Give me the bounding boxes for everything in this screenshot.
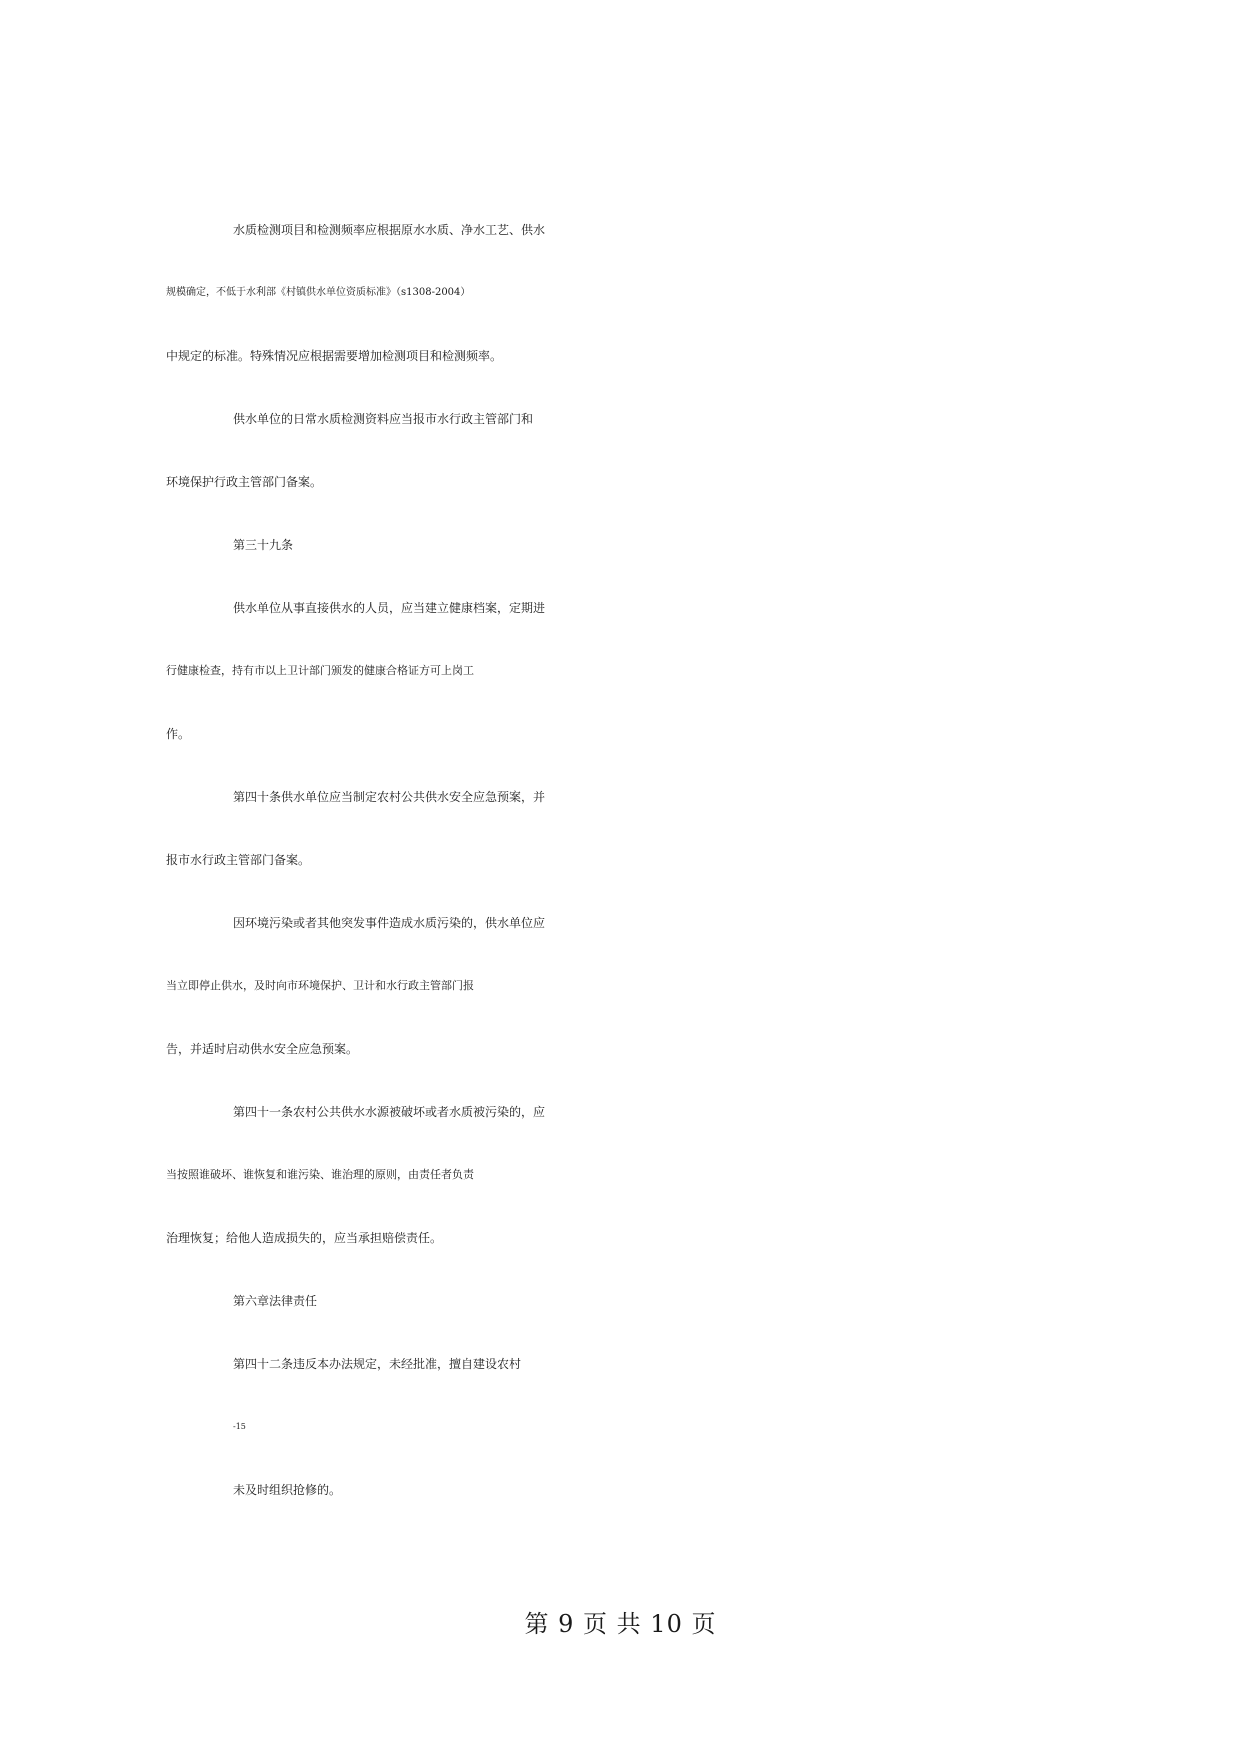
text-line: 告，并适时启动供水安全应急预案。 — [166, 1042, 359, 1056]
text-line: 行健康检查，持有市以上卫计部门颁发的健康合格证方可上岗工 — [166, 664, 474, 677]
text-line: 作。 — [166, 727, 191, 741]
text-line: 当按照谁破坏、谁恢复和谁污染、谁治理的原则，由责任者负责 — [166, 1168, 474, 1181]
text-line: 治理恢复；给他人造成损失的，应当承担赔偿责任。 — [166, 1231, 443, 1245]
text-line: 第四十一条农村公共供水水源被破坏或者水质被污染的，应 — [233, 1105, 546, 1119]
text-line: 水质检测项目和检测频率应根据原水水质、净水工艺、供水 — [233, 223, 546, 237]
chapter-heading: 第六章法律责任 — [233, 1294, 318, 1308]
text-line: 中规定的标准。特殊情况应根据需要增加检测项目和检测频率。 — [166, 349, 503, 363]
text-line: 报市水行政主管部门备案。 — [166, 853, 311, 867]
text-line: 第四十条供水单位应当制定农村公共供水安全应急预案，并 — [233, 790, 546, 804]
text-line: 因环境污染或者其他突发事件造成水质污染的，供水单位应 — [233, 916, 546, 930]
text-line: 规模确定，不低于水利部《村镇供水单位资质标准》（s1308-2004） — [166, 287, 471, 298]
page-footer: 第 9 页 共 10 页 — [524, 1610, 717, 1638]
text-line: 当立即停止供水，及时向市环境保护、卫计和水行政主管部门报 — [166, 979, 474, 992]
text-line: 未及时组织抢修的。 — [233, 1483, 342, 1497]
page-marker: -15 — [233, 1422, 246, 1431]
text-line: 环境保护行政主管部门备案。 — [166, 475, 323, 489]
article-heading: 第三十九条 — [233, 538, 294, 552]
text-line: 供水单位的日常水质检测资料应当报市水行政主管部门和 — [233, 412, 534, 426]
text-line: 第四十二条违反本办法规定，未经批准，擅自建设农村 — [233, 1357, 522, 1371]
text-line: 供水单位从事直接供水的人员，应当建立健康档案，定期进 — [233, 601, 546, 615]
